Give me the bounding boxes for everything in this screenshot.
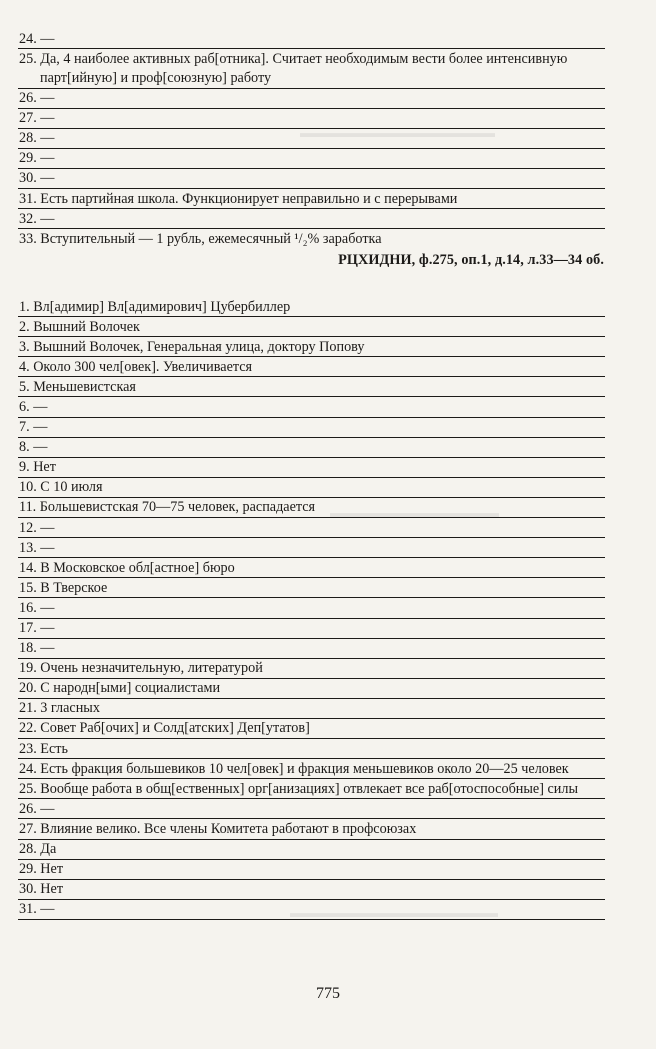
answer-line: 10. С 10 июля: [18, 478, 605, 498]
answer-line: 9. Нет: [18, 458, 605, 478]
answer-line: 13. —: [18, 538, 605, 558]
answer-line: 5. Меньшевистская: [18, 377, 605, 397]
answer-line: 32. —: [18, 209, 605, 229]
answer-line: 17. —: [18, 619, 605, 639]
bleed-through: ▬▬▬▬▬▬▬▬▬▬▬▬▬: [330, 505, 499, 520]
answer-line: 20. С народн[ыми] социалистами: [18, 679, 605, 699]
answer-line: 24. —: [18, 29, 605, 49]
answer-line: 29. Нет: [18, 860, 605, 880]
answer-line: 1. Вл[адимир] Вл[адимирович] Цубербиллер: [18, 297, 605, 317]
answer-line: 12. —: [18, 518, 605, 538]
answer-line: 3. Вышний Волочек, Генеральная улица, доктору Попову: [18, 337, 605, 357]
answer-line: 15. В Тверское: [18, 578, 605, 598]
answer-line: 4. Около 300 чел[овек]. Увеличивается: [18, 357, 605, 377]
answer-line: 22. Совет Раб[очих] и Солд[атских] Деп[утатов]: [18, 719, 605, 739]
answer-line: 23. Есть: [18, 739, 605, 759]
answer-line: 28. Да: [18, 840, 605, 860]
questionnaire-answers-continued: [18, 29, 605, 248]
answer-line: 8. —: [18, 438, 605, 458]
answer-line: 14. В Московское обл[астное] бюро: [18, 558, 605, 578]
answer-line: 31. —: [18, 900, 605, 920]
answer-line: 27. —: [18, 109, 605, 129]
answer-line: 19. Очень незначительную, литературой: [18, 659, 605, 679]
questionnaire-answers: [18, 297, 605, 920]
answer-line: 26. —: [18, 89, 605, 109]
answer-line: 30. —: [18, 169, 605, 189]
answer-line: 21. 3 гласных: [18, 699, 605, 719]
page-number: 775: [316, 985, 340, 1002]
answer-line: 7. —: [18, 418, 605, 438]
answer-line: 16. —: [18, 598, 605, 618]
answer-line: 11. Большевистская 70—75 человек, распадается: [18, 498, 605, 518]
bleed-through: ▬▬▬▬▬▬▬▬▬▬▬▬▬▬▬: [300, 125, 495, 140]
answer-line: 26. —: [18, 799, 605, 819]
answer-line: 33. Вступительный — 1 рубль, ежемесячный ¹/₂% заработка: [19, 230, 382, 247]
answer-line: 6. —: [18, 397, 605, 417]
answer-line: 25. Вообще работа в общ[ественных] орг[анизациях] отвлекает все раб[отоспособные] силы: [18, 779, 605, 799]
answer-line: 30. Нет: [18, 880, 605, 900]
answer-line: 28. —: [18, 129, 605, 149]
archive-reference: РЦХИДНИ, ф.275, оп.1, д.14, л.33—34 об.: [338, 252, 604, 268]
answer-line: 18. —: [18, 639, 605, 659]
bleed-through: ▬▬▬▬▬▬▬▬▬▬▬▬▬▬▬▬: [290, 905, 498, 920]
answer-line: 24. Есть фракция большевиков 10 чел[овек] и фракция меньшевиков около 20—25 человек: [18, 759, 605, 779]
answer-line: 25. Да, 4 наиболее активных раб[отника]. Считает необходимым вести более интенсивную парт[ийную] и проф[союзную] работу: [18, 49, 605, 89]
answer-line: 2. Вышний Волочек: [18, 317, 605, 337]
answer-line: 29. —: [18, 149, 605, 169]
answer-line: 31. Есть партийная школа. Функционирует неправильно и с перерывами: [18, 189, 605, 209]
answer-line: 27. Влияние велико. Все члены Комитета работают в профсоюзах: [18, 819, 605, 839]
